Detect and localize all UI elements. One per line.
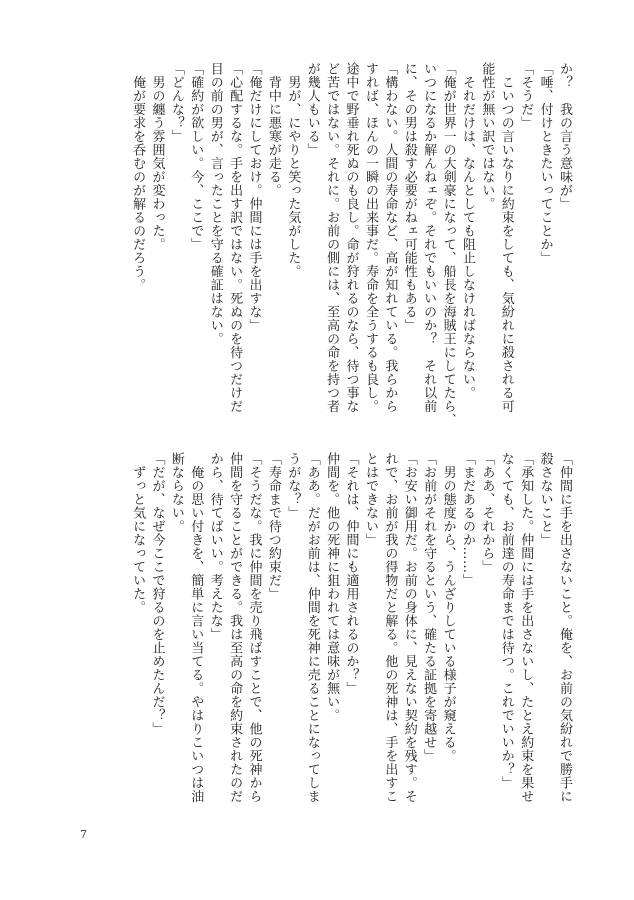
text-line: 「唾、付けときたいってことか」 — [537, 62, 553, 265]
text-line: 目の前の男が、言ったことを守る確証はない。 — [207, 62, 223, 346]
text-line: が幾人もいる」 — [304, 62, 320, 157]
text-line: 「そうだ」 — [518, 62, 534, 130]
text-line: 仲間を守ることができる。我は至高の命を約束されたのだ — [227, 452, 243, 803]
text-line: 「承知した。仲間には手を出さないし、たとえ約束を果せ — [518, 452, 534, 803]
text-line: 俺の思い付きを、簡単に言い当てる。やはりこいつは油 — [188, 452, 204, 803]
text-line: ど苦ではない。それに。お前の側には、至高の命を持つ者 — [324, 62, 340, 413]
text-line: とはできない」 — [362, 452, 378, 547]
text-line: 途中で野垂れ死ぬのも良し。命が狩れるのなら、待つ事な — [343, 62, 359, 413]
text-line: 「ああ、それから」 — [479, 452, 495, 574]
text-line: 「お前がそれを守るという、確たる証拠を寄越せ」 — [421, 452, 437, 763]
text-line: 「まだあるのか……」 — [459, 452, 475, 587]
text-line: 「お安い御用だ。お前の身体に、見えない契約を残す。そ — [401, 452, 417, 803]
text-line: 背中に悪寒が走る。 — [265, 62, 281, 197]
text-line: 男が、にやりと笑った気がした。 — [285, 62, 301, 278]
text-line: 「仲間に手を出さないこと。俺を、お前の気紛れで勝手に — [557, 452, 572, 803]
text-line: 「そうだな。我に仲間を売り飛ばすことで、他の死神から — [246, 452, 262, 803]
text-line: 仲間を。他の死神に狙われては意味が無い。 — [324, 452, 340, 722]
text-line: 「俺だけにしておけ。仲間には手を出すな」 — [246, 62, 262, 332]
text-line: 男の纏う雰囲気が変わった。 — [149, 62, 165, 251]
text-line: 「寿命まで待つ約束だ」 — [265, 452, 281, 601]
text-line: 「俺が世界一の大剣豪になって、船長を海賊王にしてたら、 — [440, 62, 456, 427]
text-line: に、その男は殺す必要がねェ可能性もある」 — [401, 62, 417, 332]
text-line: か？ 我の言う意味が」 — [557, 62, 572, 211]
text-line: ずっと気になっていた。 — [130, 452, 146, 614]
text-line: 「確約が欲しい。今、ここで」 — [188, 62, 204, 251]
text-line: 「それは、仲間にも適用されるのか？」 — [343, 452, 359, 695]
text-line: から、待てばいい。考えたな」 — [207, 452, 223, 641]
text-line: 俺が要求を呑むのが解るのだろう。 — [130, 62, 146, 292]
text-line: 「構わない。人間の寿命など、高が知れている。我らから — [382, 62, 398, 413]
text-line: すれば、ほんの一瞬の出来事だ。寿命を全うするも良し。 — [362, 62, 378, 413]
text-line: こいつの言いなりに約束をしても、気紛れに殺される可 — [498, 62, 514, 413]
text-line: 「心配するな。手を出す訳ではない。死ぬのを待つだけだ — [227, 62, 243, 413]
text-line: 男の態度から、うんざりしている様子が窺える。 — [440, 452, 456, 763]
upper-text-block — [128, 62, 574, 427]
text-line: なくても、お前達の寿命までは待つ。これでいいか？」 — [498, 452, 514, 790]
text-line: 断ならない。 — [168, 452, 184, 533]
text-line: 殺さないこと」 — [537, 452, 553, 547]
text-line: 「どんな？」 — [168, 62, 184, 143]
text-line: いつになるか解んねェぞ。それでもいいのか？ それ以前 — [421, 62, 437, 413]
text-line: 「だが、なぜ今ここで狩るのを止めたんだ？」 — [149, 452, 165, 736]
text-line: 能性が無い訳ではない。 — [479, 62, 495, 211]
text-line: れで、お前が我の得物だと解る。他の死神は、手を出すこ — [382, 452, 398, 803]
text-line: うがな？」 — [285, 452, 301, 520]
lower-text-block — [128, 452, 574, 803]
text-line: それだけは、なんとしても阻止しなければならない。 — [459, 62, 475, 400]
page-number: 7 — [80, 828, 87, 841]
text-line: 「ああ。だがお前は、仲間を死神に売ることになってしま — [304, 452, 320, 803]
